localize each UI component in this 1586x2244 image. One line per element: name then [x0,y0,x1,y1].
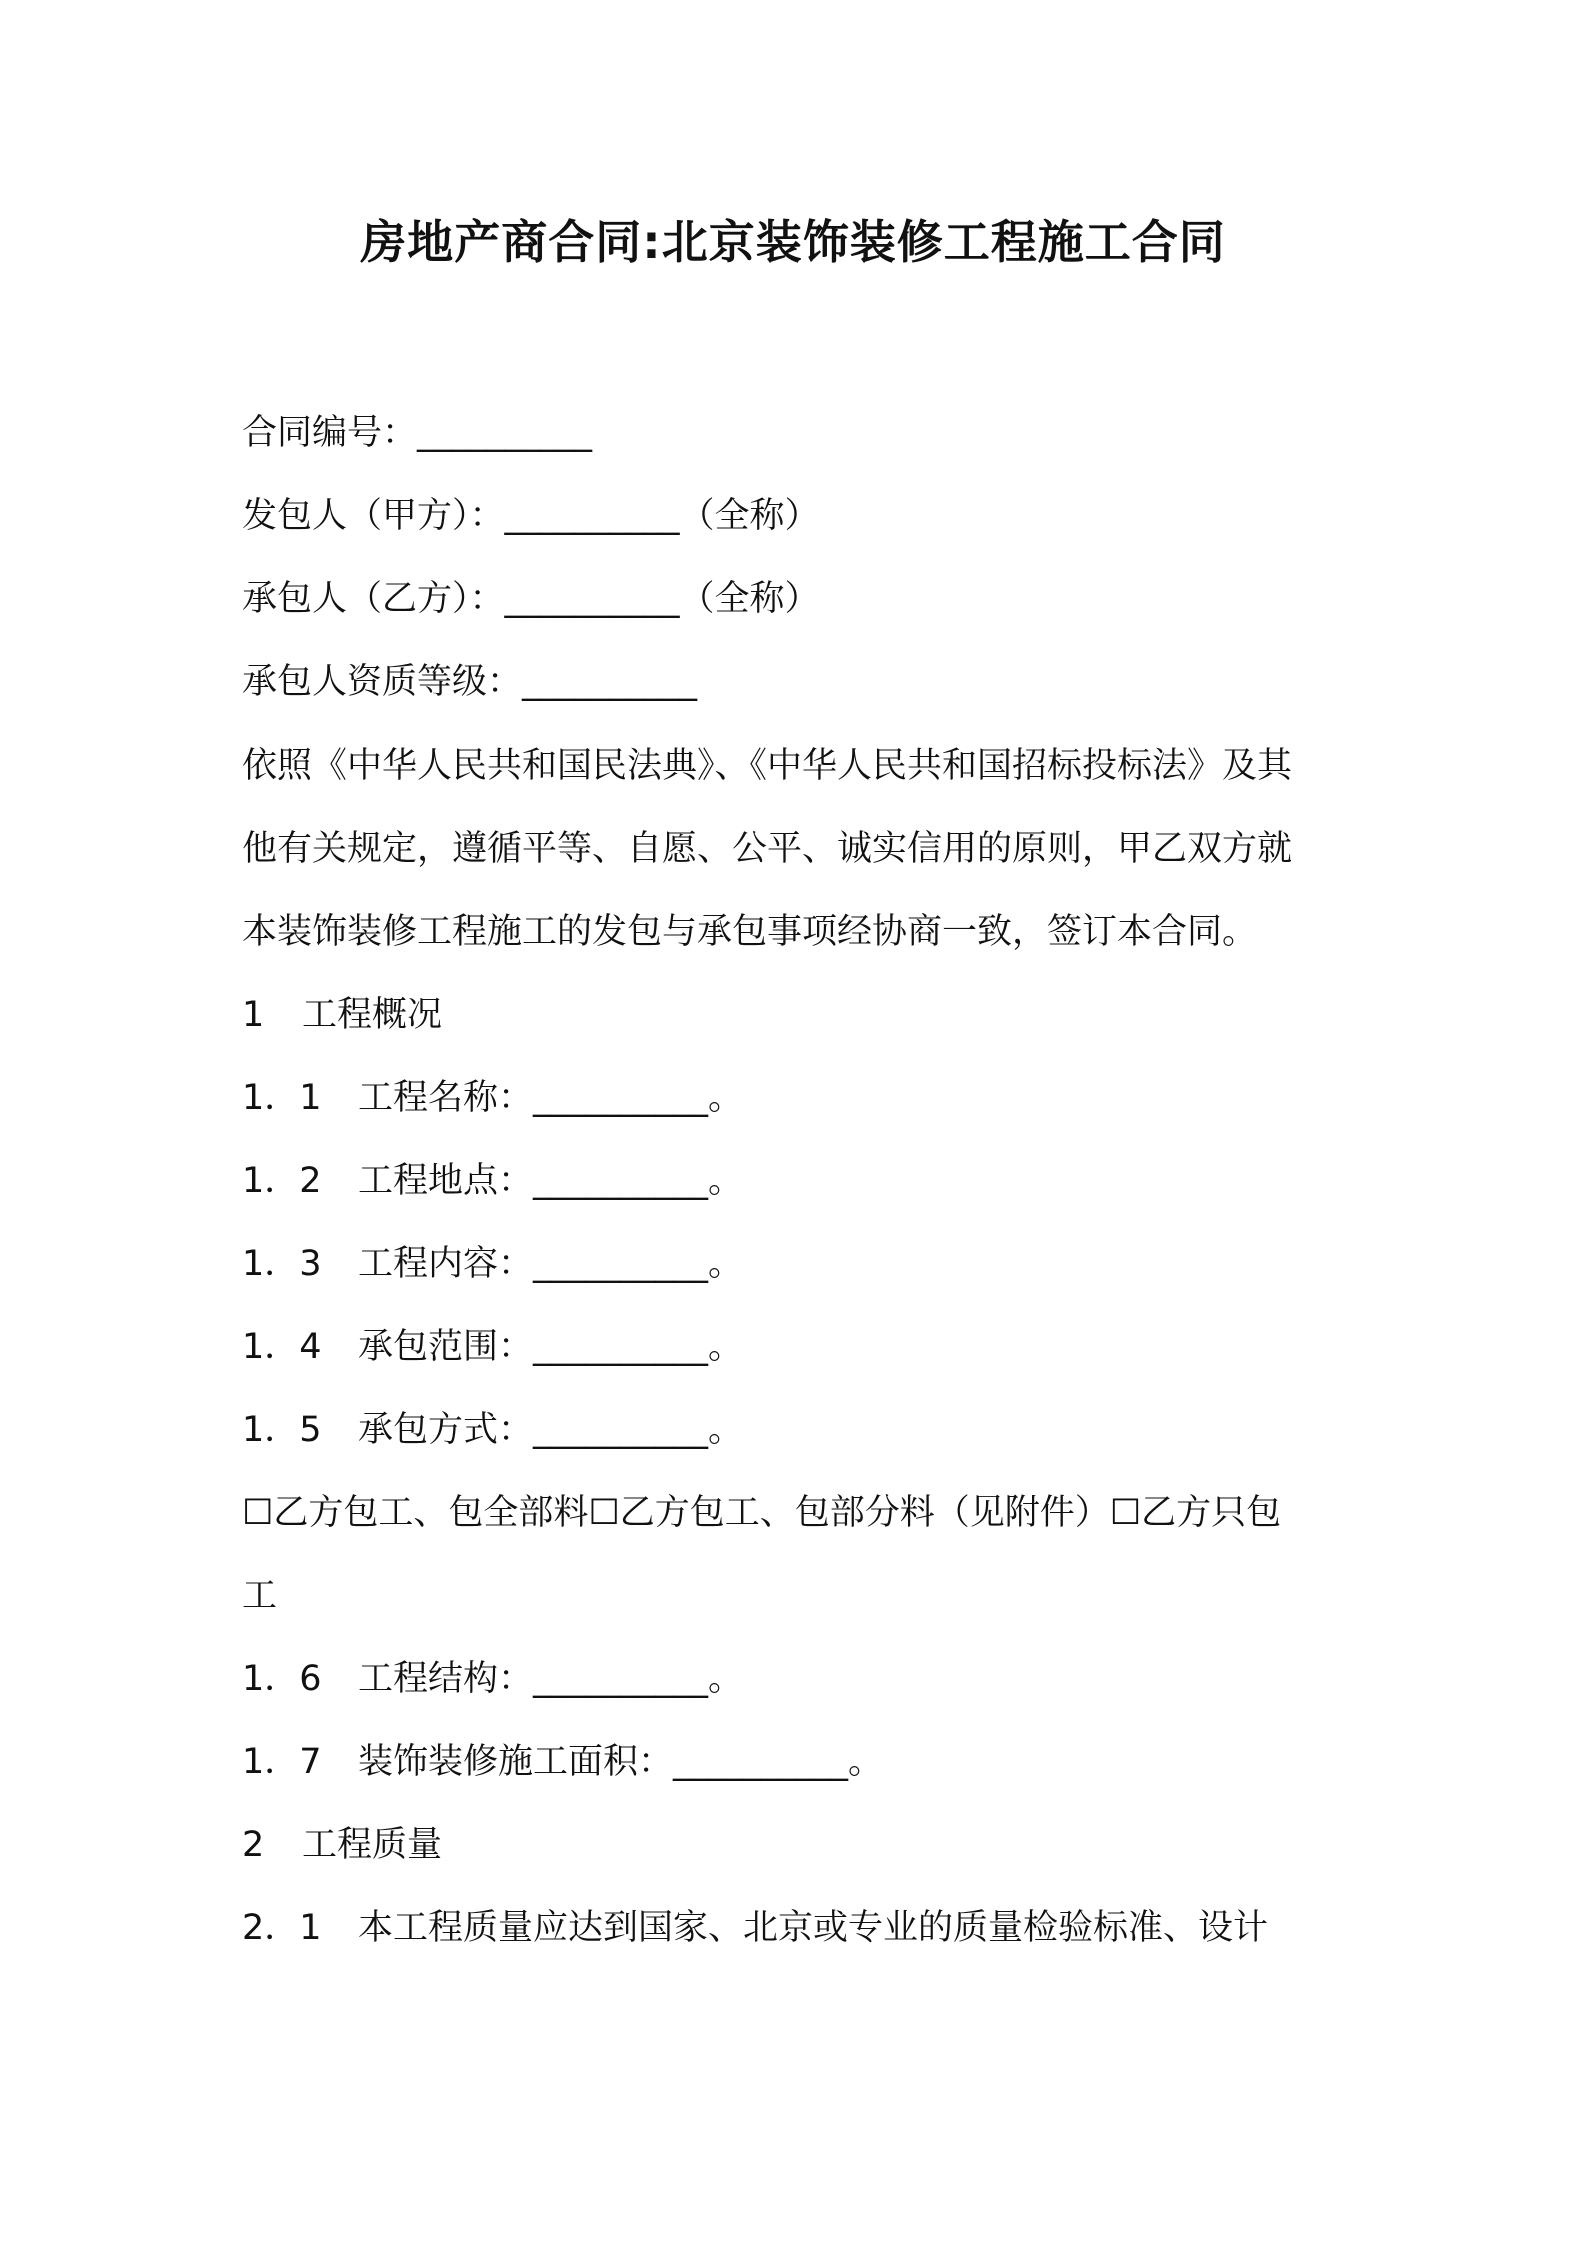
clause-text: 工程地点：__________。 [358,1161,744,1201]
clause-1-7 [242,1737,1362,1787]
clause-text: 工程内容：__________。 [358,1244,744,1284]
clause-number: 1．1 [242,1078,322,1118]
clause-1-6 [242,1654,1362,1704]
clause-text: 承包方式：__________。 [358,1410,744,1450]
clause-text: 工程名称：__________。 [358,1078,744,1118]
clause-text: 装饰装修施工面积：__________。 [358,1742,884,1782]
preamble-line: 依照《中华人民共和国民法典》、《中华人民共和国招标投标法》及其 [242,746,1293,786]
contract-number-field: 合同编号：__________ [242,413,593,453]
clause-1-3 [242,1239,1362,1289]
section-heading-1 [242,990,1362,1040]
clause-number: 1．3 [242,1244,322,1284]
clause-1-2 [242,1156,1362,1206]
clause-text: 承包范围：__________。 [358,1327,744,1367]
clause-number: 1．6 [242,1659,322,1699]
party-a-field: 发包人（甲方）：__________（全称） [242,496,820,536]
contract-mode-options-cont: 工 [242,1576,278,1616]
preamble-line: 本装饰装修工程施工的发包与承包事项经协商一致，签订本合同。 [242,912,1258,952]
document-title: 房地产商合同:北京装饰装修工程施工合同 [360,215,1226,269]
clause-number: 1．2 [242,1161,322,1201]
clause-1-5 [242,1405,1362,1455]
clause-text: 工程结构：__________。 [358,1659,744,1699]
section-number: 1 [242,995,265,1035]
clause-text: 本工程质量应达到国家、北京或专业的质量检验标准、设计 [358,1908,1269,1948]
clause-number: 1．4 [242,1327,322,1367]
qualification-level-field: 承包人资质等级：__________ [242,662,698,702]
preamble-line: 他有关规定，遵循平等、自愿、公平、诚实信用的原则，甲乙双方就 [242,829,1293,869]
clause-number: 1．7 [242,1742,322,1782]
clause-number: 2．1 [242,1908,322,1948]
party-b-field: 承包人（乙方）：__________（全称） [242,579,820,619]
section-title: 工程概况 [302,995,443,1035]
section-number: 2 [242,1825,265,1865]
section-heading-2 [242,1820,1362,1870]
clause-1-1 [242,1073,1362,1123]
clause-1-4 [242,1322,1362,1372]
section-title: 工程质量 [302,1825,443,1865]
contract-mode-options: ☐乙方包工、包全部料☐乙方包工、包部分料（见附件）☐乙方只包 [242,1493,1282,1533]
clause-2-1 [242,1903,1362,1953]
clause-number: 1．5 [242,1410,322,1450]
